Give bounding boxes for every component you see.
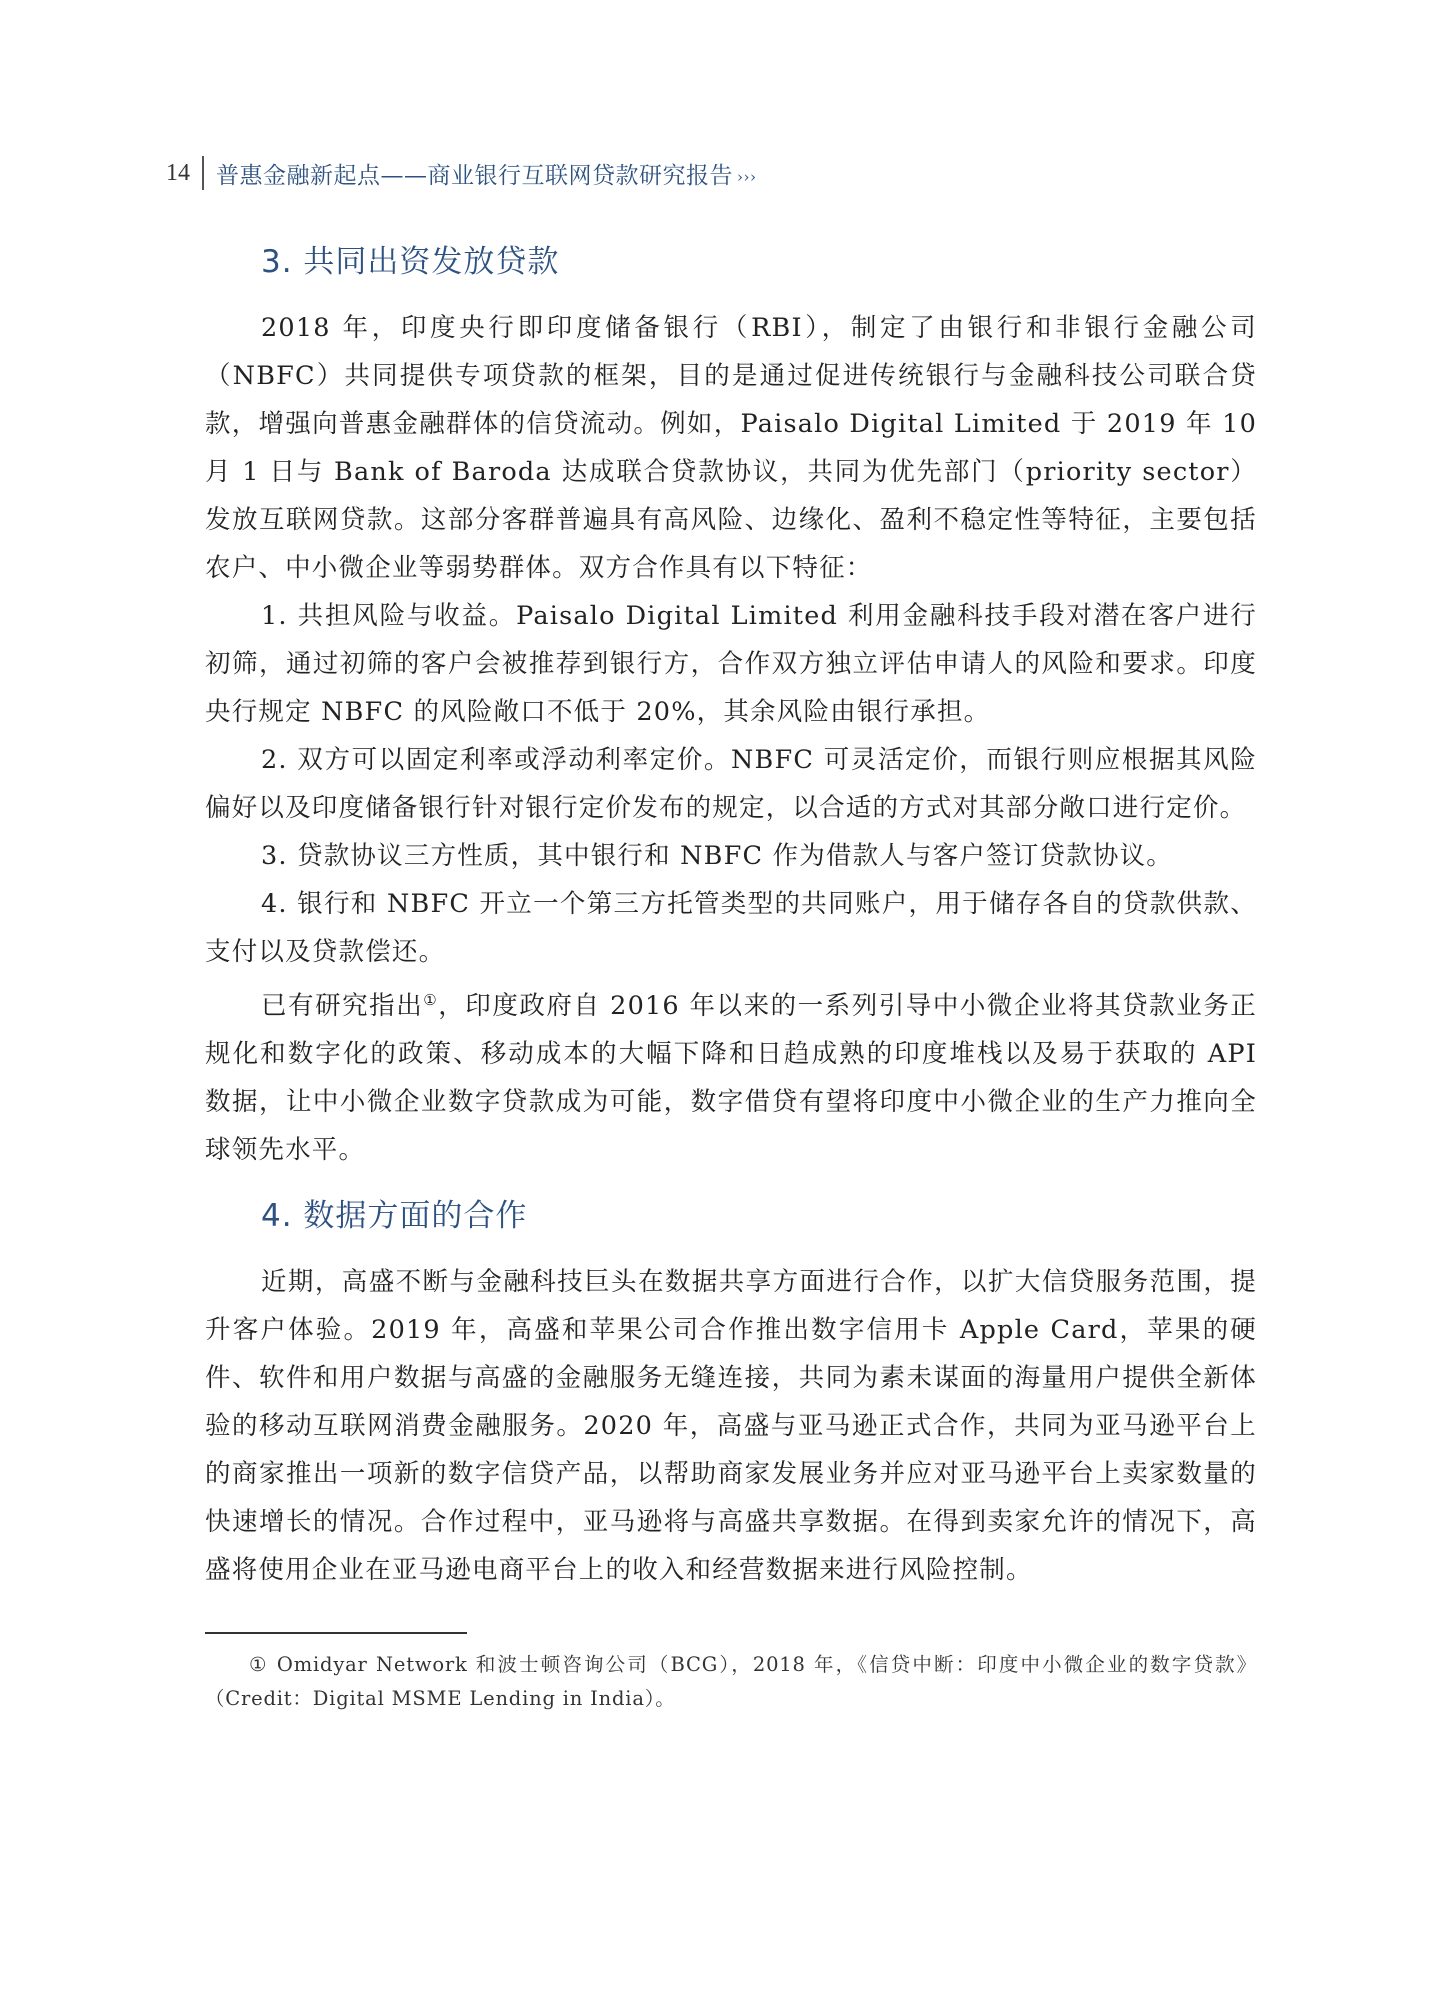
- section-4-heading: 4. 数据方面的合作: [261, 1198, 528, 1234]
- page-body: [205, 232, 1257, 1716]
- footnote: ① Omidyar Network 和波士顿咨询公司（BCG），2018 年，《信贷中断：印度中小微企业的数字贷款》（Credit：Digital MSME Lending in India）。: [205, 1653, 1257, 1710]
- chevron-icon: ›››: [737, 167, 757, 186]
- list-item: 1. 共担风险与收益。Paisalo Digital Limited 利用金融科技手段对潜在客户进行初筛，通过初筛的客户会被推荐到银行方，合作双方独立评估申请人的风险和要求。印度央行规定 NBFC 的风险敞口不低于 20%，其余风险由银行承担。: [205, 601, 1257, 727]
- footnote-divider: [205, 1632, 467, 1634]
- paragraph: 2018 年，印度央行即印度储备银行（RBI），制定了由银行和非银行金融公司（NBFC）共同提供专项贷款的框架，目的是通过促进传统银行与金融科技公司联合贷款，增强向普惠金融群体的信贷流动。例如，Paisalo Digital Limited 于 2019 年 10 月 1 日与 Bank of Baroda 达成联合贷款协议，共同为优先部门（priority sector）发放互联网贷款。这部分客群普遍具有高风险、边缘化、盈利不稳定性等特征，主要包括农户、中小微企业等弱势群体。双方合作具有以下特征：: [205, 313, 1257, 583]
- footnote-marker[interactable]: ①: [423, 991, 439, 1009]
- page-number: 14: [166, 156, 204, 190]
- research-intro: 已有研究指出: [261, 991, 424, 1021]
- list-item: 2. 双方可以固定利率或浮动利率定价。NBFC 可灵活定价，而银行则应根据其风险偏好以及印度储备银行针对银行定价发布的规定，以合适的方式对其部分敞口进行定价。: [205, 745, 1257, 823]
- list-item: 3. 贷款协议三方性质，其中银行和 NBFC 作为借款人与客户签订贷款协议。: [261, 841, 1174, 871]
- list-item: 4. 银行和 NBFC 开立一个第三方托管类型的共同账户，用于储存各自的贷款供款、支付以及贷款偿还。: [205, 889, 1257, 967]
- section-3-heading: 3. 共同出资发放贷款: [261, 244, 560, 280]
- paragraph: 近期，高盛不断与金融科技巨头在数据共享方面进行合作，以扩大信贷服务范围，提升客户体验。2019 年，高盛和苹果公司合作推出数字信用卡 Apple Card，苹果的硬件、软件和用户数据与高盛的金融服务无缝连接，共同为素未谋面的海量用户提供全新体验的移动互联网消费金融服务。2020 年，高盛与亚马逊正式合作，共同为亚马逊平台上的商家推出一项新的数字信贷产品，以帮助商家发展业务并应对亚马逊平台上卖家数量的快速增长的情况。合作过程中，亚马逊将与高盛共享数据。在得到卖家允许的情况下，高盛将使用企业在亚马逊电商平台上的收入和经营数据来进行风险控制。: [205, 1267, 1257, 1585]
- page-header: [166, 152, 757, 194]
- running-title-text: 普惠金融新起点——商业银行互联网贷款研究报告: [216, 162, 733, 189]
- running-title: [204, 157, 757, 190]
- paragraph: [205, 976, 1257, 1174]
- research-rest: ，印度政府自 2016 年以来的一系列引导中小微企业将其贷款业务正规化和数字化的政策、移动成本的大幅下降和日趋成熟的印度堆栈以及易于获取的 API 数据，让中小微企业数字贷款成为可能，数字借贷有望将印度中小微企业的生产力推向全球领先水平。: [205, 991, 1257, 1165]
